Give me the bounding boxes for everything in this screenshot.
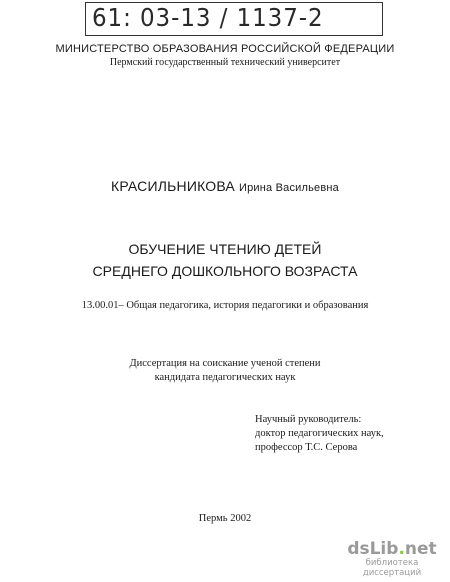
author-name (0, 178, 450, 194)
university-name: Пермский государственный технический университет (109, 57, 341, 68)
thesis-title-line2: СРЕДНЕГО ДОШКОЛЬНОГО ВОЗРАСТА (92, 263, 358, 279)
degree-statement (0, 357, 450, 385)
logo-dot: . (398, 539, 405, 559)
logo-part-left: dsLib (347, 539, 399, 559)
advisor-line3: профессор Т.С. Серова (255, 442, 358, 453)
author-surname: КРАСИЛЬНИКОВА (110, 178, 235, 194)
degree-statement-line1: Диссертация на соискание ученой степени (129, 358, 321, 369)
dslib-watermark (342, 540, 442, 578)
city-year: Пермь 2002 (198, 513, 252, 524)
advisor-line2: доктор педагогических наук, (255, 428, 384, 439)
watermark-subtitle: библиотека диссертаций (362, 558, 422, 578)
author-given-names: Ирина Васильевна (238, 182, 340, 194)
thesis-title (0, 238, 450, 282)
scientific-advisor (255, 413, 435, 455)
library-stamp: 61: 03-13 / 1137-2 (92, 3, 324, 32)
degree-statement-line2: кандидата педагогических наук (154, 372, 296, 383)
ministry-heading: МИНИСТЕРСТВО ОБРАЗОВАНИЯ РОССИЙСКОЙ ФЕДЕРАЦИИ (55, 43, 395, 55)
logo-part-right: net (404, 539, 437, 559)
thesis-title-line1: ОБУЧЕНИЕ ЧТЕНИЮ ДЕТЕЙ (128, 241, 322, 257)
specialty-code: 13.00.01– Общая педагогика, история педагогики и образования (81, 300, 369, 311)
advisor-line1: Научный руководитель: (255, 414, 362, 425)
dslib-logo (342, 540, 442, 558)
